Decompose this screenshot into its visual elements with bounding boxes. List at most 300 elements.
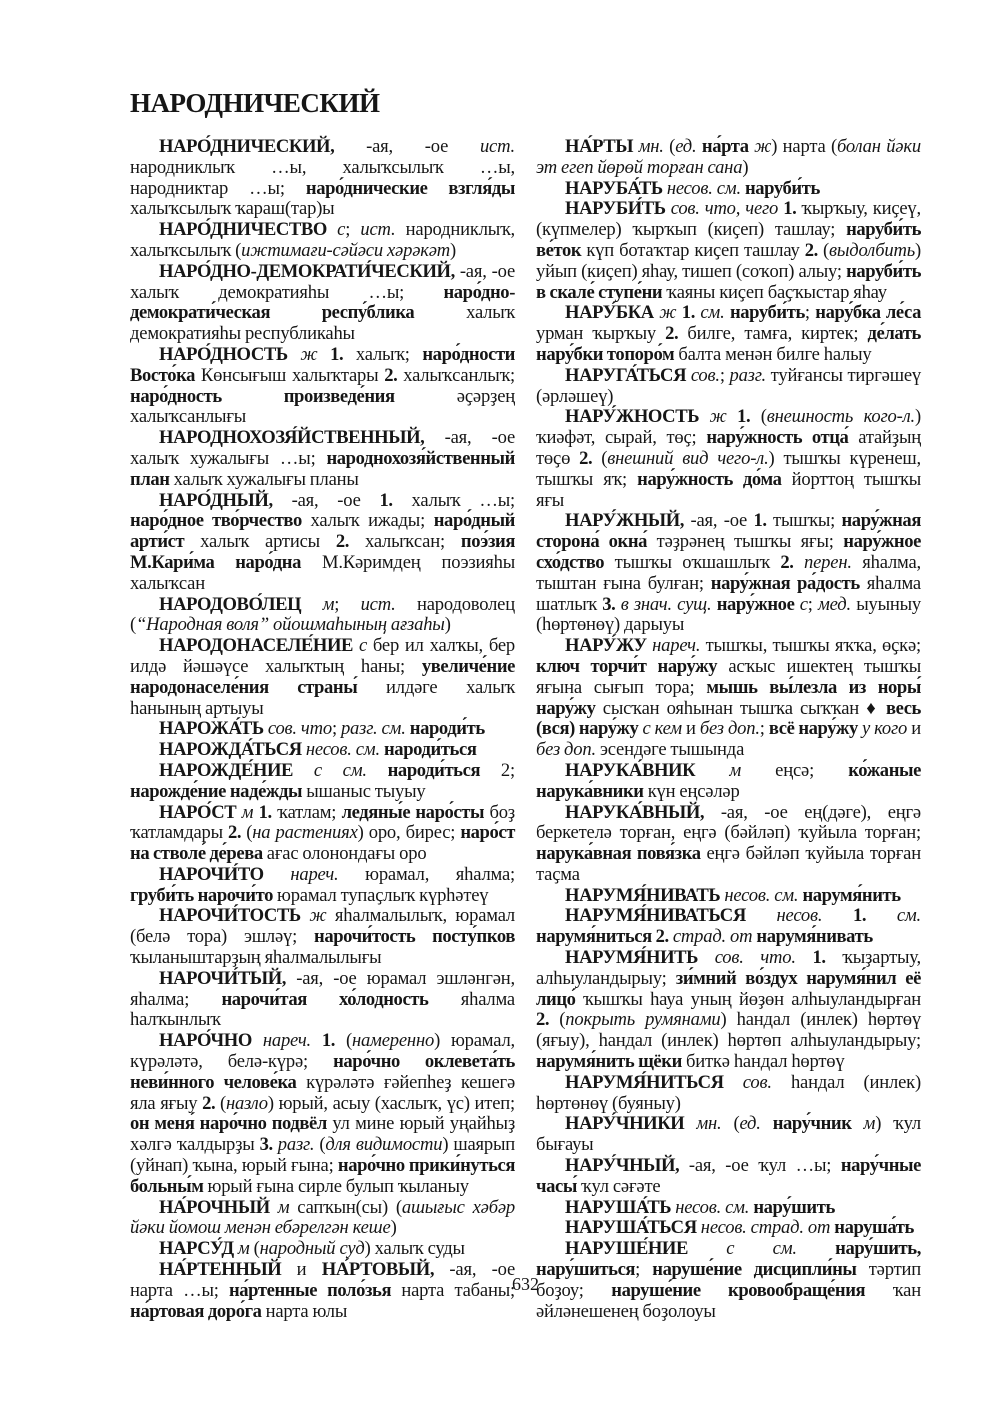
text-run: әҫәрҙең халыҡсанлығы	[130, 385, 515, 428]
italic-run: ижтимағи-сәйәси хәрәкәт	[241, 239, 451, 261]
text-run	[724, 1072, 743, 1093]
text-run: ) тышҡы күренеш, тышҡы яҡ;	[536, 447, 921, 490]
text-run	[688, 1238, 726, 1259]
italic-run: с	[337, 219, 346, 241]
dictionary-entry	[536, 761, 921, 803]
dictionary-entry	[536, 1114, 921, 1156]
italic-run: ед.	[739, 1113, 761, 1135]
text-run: бер ил халҡы, бер илдә йәшәүсе халыҡтың һаны;	[130, 635, 515, 677]
text-run: еңгә бәйләп ҡуйыла торған таҫма	[536, 843, 921, 885]
bold-run: НАРУКА́ВНЫЙ,	[565, 801, 705, 823]
dictionary-entry	[130, 220, 515, 262]
dictionary-entry	[536, 303, 921, 365]
text-run: -ая, -ое ҡул …ы;	[679, 1155, 841, 1177]
bold-run: народнохозя́йственный план	[130, 447, 515, 490]
italic-run: народный суд	[259, 1238, 365, 1260]
bold-run: 2.	[780, 551, 794, 573]
text-run: юрамал, яһалма;	[338, 863, 515, 885]
italic-run: внешность кого-л.	[766, 406, 915, 428]
text-run: боҙ ҡатламдары	[130, 801, 515, 844]
italic-run: без доп.	[536, 739, 596, 761]
text-run: күрәләтә ғәйепһеҙ кешегә яла яғыу	[130, 1071, 515, 1114]
text-run: (	[335, 1030, 352, 1052]
bold-run: наро́чно прики́нуться больны́м	[130, 1155, 516, 1197]
bold-run: нарочи́тость посту́пков	[314, 926, 516, 948]
bold-run: НАРУ́ЧНИКИ	[565, 1113, 685, 1135]
text-run: и	[281, 1259, 322, 1281]
italic-run: несов. см.	[675, 1196, 750, 1218]
text-run	[270, 1197, 278, 1218]
bold-run: 2.	[665, 323, 679, 345]
text-run: халыҡ демократияһы республикаһы	[130, 302, 516, 345]
text-run	[822, 905, 853, 926]
bold-run: нару́жная ра́дость	[710, 572, 860, 594]
dictionary-entry	[130, 491, 515, 595]
text-run: ҡышҡы һауа уның йөҙөн алһыуландырған	[575, 988, 921, 1010]
dictionary-entry	[536, 199, 921, 303]
text-run: ;	[804, 302, 816, 324]
bold-run: НАРУША́ТЬСЯ	[565, 1217, 697, 1239]
dictionary-entry	[536, 636, 921, 761]
text-run: ҡыҙартыу, алһыуландырыу;	[536, 947, 921, 989]
text-run: юрый ғына сирле булып ҡыланыу	[203, 1175, 469, 1197]
italic-run: сов.	[690, 364, 720, 386]
bold-run: 2.	[804, 239, 818, 261]
bold-run: зи́мний во́здух нарумя́нил её лицо́	[536, 967, 921, 1010]
italic-run: сов.	[742, 1071, 772, 1093]
bold-run: нарука́вная повя́зка	[536, 843, 701, 865]
dictionary-entry	[130, 1198, 515, 1240]
bold-run: НАРУБИ́ТЬ	[565, 198, 666, 220]
italic-run: несов.	[776, 905, 823, 927]
text-run: ) уйып (киҫеп) яһау, тишеп (соҡоп) алыу;	[536, 239, 921, 282]
italic-run: сов. что.	[714, 947, 796, 969]
text-run: ) оро, бирес;	[357, 822, 461, 844]
bold-run: НАРУ́ЖУ	[565, 635, 647, 657]
bold-run: на́ртовая доро́га	[130, 1300, 262, 1322]
bold-run: НАРОЖА́ТЬ	[159, 718, 264, 740]
text-run	[699, 406, 709, 427]
italic-run: сов. что	[267, 718, 332, 740]
dictionary-entry	[130, 636, 515, 719]
bold-run: НАРОЖДЕ́НИЕ	[159, 759, 294, 781]
text-run: халыҡ хужалығы планы	[169, 468, 359, 490]
italic-run: м	[277, 1196, 290, 1218]
text-run: ) халыҡ суды	[364, 1238, 465, 1260]
bold-run: 2.	[335, 531, 350, 553]
right-column	[536, 137, 921, 1322]
dictionary-entry	[130, 428, 515, 490]
bold-run: НАРУКА́ВНИК	[565, 759, 696, 781]
text-run: илдәге халыҡ һанының артыуы	[130, 676, 515, 719]
bold-run: 3.	[602, 593, 616, 615]
text-run	[327, 219, 337, 240]
italic-run: выдолбить	[829, 239, 915, 261]
bold-run: НАРО́ДНИЧЕСКИЙ,	[159, 136, 335, 157]
text-run	[761, 1113, 773, 1134]
italic-run: для видимости	[325, 1134, 443, 1156]
text-run: еңсә;	[741, 759, 849, 781]
text-run: -ая, -ое нарта …ы;	[130, 1259, 515, 1301]
dictionary-entry	[130, 345, 515, 428]
italic-run: с	[799, 593, 808, 615]
italic-run: ж	[709, 406, 727, 428]
text-run: ҡаяны киҫеп баҫҡыстар яһау	[662, 281, 887, 303]
bold-run: он меня́ наро́чно подвёл	[130, 1113, 327, 1135]
text-run	[794, 552, 804, 573]
text-run: халыҡсанлыҡ;	[397, 364, 515, 386]
bold-run: НАРУМЯ́НИТЬСЯ	[565, 1071, 724, 1093]
italic-run: сов. что, чего	[670, 198, 779, 220]
bold-run: 1.	[379, 489, 393, 511]
bold-run: наро́дное тво́рчество	[130, 510, 302, 532]
bold-run: на́рта	[701, 136, 749, 157]
bold-run: 2.	[536, 1009, 550, 1031]
text-run: ышаныс тыуыу	[302, 780, 426, 802]
text-run: халыҡсылыҡ ҡараш(тар)ы	[130, 198, 335, 220]
text-run: туйғансы тиргәшеү (әрләшеү)	[536, 364, 921, 407]
italic-run: намеренно	[351, 1030, 435, 1052]
bold-run: НАРОДОВО́ЛЕЦ	[159, 593, 302, 615]
bold-run: наро́ст на стволе́ де́рева	[130, 822, 515, 865]
text-run: ) һандал (инлек) һөртөү (яғыу), һандал (инлек) һөртөп алһыуландырыу;	[536, 1009, 921, 1052]
bold-run: 2.	[228, 822, 242, 844]
text-run: (	[549, 1009, 566, 1031]
italic-run: нареч.	[262, 1030, 311, 1052]
bold-run: НА́РТОВЫЙ,	[321, 1259, 435, 1281]
bold-run: 1.	[321, 1030, 336, 1052]
text-run: сысҡан ояһынан тышҡа сыҡҡан ♦	[595, 697, 886, 719]
italic-run: ж	[309, 905, 327, 927]
text-run: күн еңсәләр	[643, 780, 740, 802]
bold-run: 1.	[330, 343, 344, 365]
italic-run: см.	[896, 905, 921, 927]
italic-run: ист.	[360, 593, 396, 615]
italic-run: м	[729, 759, 741, 781]
italic-run: внешний вид чего-л.	[607, 447, 769, 469]
dictionary-entry	[130, 740, 515, 761]
text-run	[727, 406, 737, 427]
bold-run: наруше́ние дисципли́ны	[652, 1259, 857, 1281]
italic-run: “Народная воля” ойошмаһының ағзаһы	[136, 614, 445, 636]
text-run: яһалма, тыштан ғына булған;	[536, 551, 921, 594]
bold-run: наро́дности Восто́ка	[130, 343, 515, 386]
italic-run: несов. см.	[666, 177, 741, 199]
italic-run: несов. страд. от	[700, 1217, 831, 1239]
bold-run: нару́чные часы́	[536, 1155, 921, 1197]
text-run: ;	[331, 718, 341, 740]
italic-run: страд. от	[672, 926, 753, 948]
bold-run: ледяны́е наро́сты	[341, 801, 485, 823]
bold-run: НАРУ́ЖНОСТЬ	[565, 406, 700, 428]
text-run: (	[592, 447, 608, 469]
italic-run: без доп.	[699, 718, 760, 740]
dictionary-entry	[536, 1198, 921, 1219]
text-run: урман ҡырҡыу	[536, 323, 666, 345]
text-run: (	[721, 1113, 740, 1135]
dictionary-entry	[130, 803, 515, 865]
text-run: эсендәге тышында	[595, 739, 745, 761]
bold-run: НАРО́СТ	[159, 801, 237, 823]
text-run: йорттоң тышҡы яғы	[536, 468, 922, 511]
bold-run: наро́дный арти́ст	[130, 510, 515, 553]
text-run	[796, 947, 813, 968]
text-run: биткә һандал һөртөү	[681, 1051, 845, 1073]
italic-run: нареч.	[290, 863, 339, 885]
italic-run: ж	[754, 136, 772, 157]
bold-run: нарумя́ниться 2.	[536, 926, 669, 948]
bold-run: весь (вся) нару́жу	[536, 697, 921, 740]
text-run: ;	[807, 593, 819, 615]
dictionary-entry	[536, 179, 921, 200]
bold-run: нару́жная сторона́ окна́	[536, 510, 921, 553]
bold-run: НАРОЧИ́ТО	[159, 863, 264, 885]
bold-run: НАРОЧИ́ТОСТЬ	[159, 905, 301, 927]
bold-run: НАРУША́ТЬ	[565, 1196, 672, 1218]
text-run	[797, 1238, 835, 1259]
text-run	[301, 594, 322, 615]
italic-run: ашығыс хәбәр йәки йомош менән ебәрелгән кеше	[130, 1196, 515, 1239]
text-run: юрамал тупаҫлыҡ күрһәтеү	[272, 884, 489, 906]
text-run: нарта юлы	[261, 1300, 348, 1322]
text-run: һандал (инлек) һөртөнөү (буяныу)	[536, 1071, 921, 1114]
text-run: тәҙрәнең тышҡы яғы;	[647, 531, 844, 553]
text-run	[695, 760, 729, 781]
italic-run: ист.	[360, 219, 396, 241]
bold-run: 1.	[258, 801, 272, 823]
text-run: нарта табаны;	[391, 1279, 515, 1301]
bold-run: нару́шить	[753, 1196, 835, 1218]
bold-run: народи́ть	[409, 718, 485, 740]
italic-run: ж	[300, 343, 318, 365]
bold-run: нару́жность до́ма	[637, 468, 782, 490]
text-run: ул мине юрый уңайһыҙ хәлгә ҡалдырҙы	[130, 1113, 515, 1156]
dictionary-entry	[130, 906, 515, 968]
bold-run: 1.	[737, 406, 751, 428]
bold-run: НАРОЧИ́ТЫЙ,	[159, 967, 287, 989]
dictionary-entry	[536, 886, 921, 907]
bold-run: народи́ться	[387, 759, 481, 781]
text-run	[288, 344, 301, 365]
text-run	[866, 905, 897, 926]
bold-run: наро́днические взгля́ды	[305, 177, 515, 199]
text-run	[264, 864, 291, 885]
italic-run: разг. см.	[340, 718, 406, 740]
text-run	[852, 1113, 864, 1134]
text-run: народниклыҡ, халыҡсылыҡ (	[130, 219, 515, 261]
italic-run: ж	[659, 302, 677, 324]
text-run	[746, 905, 777, 926]
bold-run: нару́жное схо́дство	[536, 531, 921, 573]
text-run: ;	[635, 1259, 653, 1281]
text-run	[317, 344, 330, 365]
bold-run: наруби́ть	[744, 177, 820, 199]
text-run: яһалмалылыҡ, юрамал (белә тора) эшләү;	[130, 905, 515, 948]
page-number: 632	[512, 1274, 539, 1294]
italic-run: ист.	[479, 136, 515, 157]
bold-run: 1.	[812, 947, 826, 969]
text-run	[293, 760, 314, 781]
italic-run: ед.	[675, 136, 697, 157]
text-run	[311, 1030, 322, 1051]
text-run: -ая, -ое	[272, 489, 380, 511]
dictionary-entry	[536, 511, 921, 636]
bold-run: НАРОДНОХОЗЯ́ЙСТВЕННЫЙ,	[159, 427, 425, 449]
italic-run: с см.	[726, 1238, 797, 1260]
dictionary-entry	[130, 1031, 515, 1197]
bold-run: НАРУМЯ́НИТЬ	[565, 947, 699, 969]
bold-run: нарочи́тая хо́лодность	[221, 988, 429, 1010]
text-run: Көнсығыш халыҡтары	[195, 364, 385, 386]
text-run: ) юрамал, күрәләтә, белә-күрә;	[130, 1030, 515, 1073]
text-run: ыуыныу (һөртөнөү) дарыуы	[536, 593, 922, 636]
dictionary-entry	[130, 761, 515, 803]
dictionary-entry	[536, 906, 921, 948]
bold-run: 1.	[853, 905, 867, 927]
text-run: асҡыс ишектең тышҡы яғына сығып тора;	[536, 655, 921, 698]
italic-run: мед.	[818, 593, 851, 615]
text-run: тышҡы, тышҡы яҡҡа, өҫкә;	[700, 635, 921, 657]
dictionary-entry	[130, 1239, 515, 1260]
text-run: ) шаярып (уйнап) ҡына, юрый ғына;	[130, 1134, 515, 1177]
text-run: -ая, -ое халыҡ хужалығы …ы;	[130, 427, 515, 469]
text-run: (	[314, 1134, 326, 1156]
bold-run: народи́ться	[383, 739, 477, 761]
text-run: )	[742, 156, 749, 178]
text-run: (	[215, 1092, 226, 1114]
dictionary-entry	[130, 969, 515, 1031]
text-run: халыҡсан;	[349, 531, 461, 553]
bold-run: НАРО́ЧНО	[159, 1030, 252, 1052]
text-run: сапҡын(сы) (	[289, 1196, 402, 1218]
bold-run: нару́шить, нару́шиться	[536, 1238, 921, 1281]
text-run: күп ботаҡтар киҫеп ташлау	[581, 239, 805, 261]
text-run: тышҡы оҡшашлыҡ	[604, 551, 781, 573]
text-run: народниклыҡ …ы, халыҡсылыҡ …ы, народниктар …ы;	[130, 156, 515, 199]
bold-run: НАРО́ДНЫЙ,	[159, 489, 273, 511]
dictionary-entry	[536, 1218, 921, 1239]
bold-run: нарумя́нить	[802, 884, 901, 906]
text-run: яһалма шатлыҡ	[536, 572, 921, 615]
text-run: -ая, -ое	[334, 136, 480, 157]
bold-run: нару́бка ле́са	[815, 302, 921, 324]
dictionary-entry	[536, 948, 921, 1073]
text-run: ) ҡул бығауы	[536, 1113, 921, 1156]
text-run: тышҡы;	[766, 510, 842, 532]
bold-run: ключ торчи́т нару́жу	[536, 655, 718, 677]
italic-run: м	[322, 593, 335, 615]
italic-run: разг.	[729, 364, 766, 386]
italic-run: нареч.	[652, 635, 701, 657]
text-run: халыҡ артисы	[184, 531, 336, 553]
italic-run: мн.	[696, 1113, 722, 1135]
bold-run: нару́жное	[716, 593, 795, 615]
bold-run: нару́чник	[772, 1113, 852, 1135]
italic-run: с кем	[642, 718, 682, 740]
text-run: (	[663, 136, 676, 157]
italic-run: м	[241, 801, 254, 823]
text-run: ) ҡиәфәт, сырай, төҫ;	[536, 406, 921, 449]
text-run: М.Кәримдең поэзияһы халыҡсан	[130, 551, 515, 594]
text-run: халыҡ;	[343, 343, 423, 365]
italic-run: несов. см.	[724, 884, 799, 906]
text-run: (	[750, 406, 767, 428]
bold-run: 1.	[753, 510, 767, 532]
text-run: 2;	[480, 759, 515, 781]
text-run: -ая, -ое ең(дәге), еңгә беркетелә торған, еңгә (бәйләп) ҡуйыла торған;	[536, 801, 921, 844]
bold-run: наруби́ть ве́ток	[536, 219, 921, 261]
italic-run: покрыть румянами	[565, 1009, 721, 1031]
bold-run: НАРОЖДА́ТЬСЯ	[159, 739, 302, 761]
bold-run: наро́дность произведе́ния	[130, 385, 395, 407]
italic-run: м	[237, 1238, 250, 1260]
text-run: (	[241, 822, 253, 844]
text-run: ҡырҡыу, киҫеү, (күпмелер) ҡырҡып (киҫеп) ташлау;	[536, 198, 921, 241]
bold-run: поэ́зия М.Кари́ма наро́дна	[130, 531, 515, 573]
text-run: )	[450, 239, 457, 261]
text-run: (	[249, 1238, 260, 1260]
text-run: ҡыланыштарҙың яһалмалылығы	[130, 947, 382, 969]
text-run: ҡул сәғәте	[576, 1175, 661, 1197]
text-run: и	[681, 718, 700, 740]
italic-run: с см.	[313, 759, 367, 781]
bold-run: 1.	[783, 198, 797, 220]
text-run: народоволец (	[130, 593, 515, 636]
left-column	[130, 137, 515, 1322]
bold-run: наруше́ние кровообраще́ния	[611, 1279, 866, 1301]
italic-run: м	[863, 1113, 876, 1135]
text-run: ;	[759, 718, 769, 740]
text-run: и	[907, 718, 921, 740]
italic-run: на растениях	[252, 822, 358, 844]
bold-run: увеличе́ние народонаселе́ния страны́	[130, 655, 515, 698]
dictionary-entry	[536, 803, 921, 886]
text-run: -ая, -ое юрамал эшләнгән, яһалма;	[130, 967, 515, 1010]
text-run: ;	[345, 219, 361, 241]
text-run	[252, 1030, 263, 1051]
italic-run: у кого	[861, 718, 908, 740]
italic-run: несов. см.	[305, 739, 380, 761]
text-run: ;	[334, 593, 361, 615]
running-head: НАРОДНИЧЕСКИЙ	[130, 88, 380, 118]
text-run: халыҡ ижады;	[301, 510, 434, 532]
dictionary-entry	[536, 366, 921, 408]
bold-run: 3.	[259, 1134, 273, 1156]
italic-run: перен.	[804, 551, 852, 573]
bold-run: нарожде́ние наде́жды	[130, 780, 303, 802]
italic-run: мн.	[638, 136, 664, 157]
bold-run: наруша́ть	[834, 1217, 914, 1239]
bold-run: ко́жаные нарука́вники	[536, 759, 921, 802]
italic-run: с	[358, 635, 368, 657]
bold-run: НАРСУ́Д	[159, 1238, 234, 1260]
text-run: ҡан әйләнешенең боҙолоуы	[536, 1279, 921, 1322]
bold-run: мышь вы́лезла из норы́ нару́жу	[536, 676, 921, 719]
text-run: ) юрый, асыу (хаслыҡ, үс) итеп;	[267, 1092, 516, 1114]
bold-run: НАРОДОНАСЕЛЕ́НИЕ	[159, 635, 354, 657]
italic-run: разг.	[277, 1134, 315, 1156]
bold-run: НА́РТЫ	[565, 136, 634, 157]
dictionary-entry	[536, 1073, 921, 1115]
dictionary-entry	[536, 1156, 921, 1198]
bold-run: де́лать нару́бки топоро́м	[536, 323, 921, 365]
bold-run: нарумя́нить щёки	[536, 1051, 682, 1073]
bold-run: 2.	[202, 1092, 216, 1114]
bold-run: НАРУГА́ТЬСЯ	[565, 364, 687, 386]
text-run: халыҡ …ы;	[392, 489, 515, 511]
dictionary-entry	[130, 262, 515, 345]
text-run: )	[390, 1217, 397, 1239]
